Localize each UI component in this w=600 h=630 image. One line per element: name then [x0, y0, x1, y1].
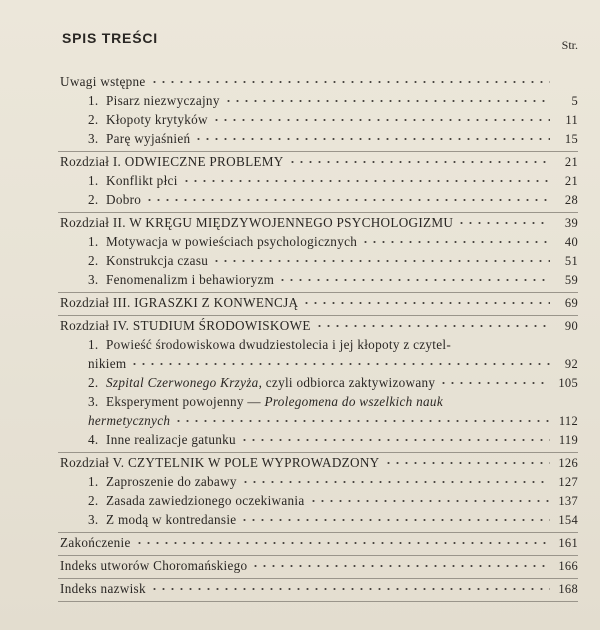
toc-entry [58, 293, 578, 312]
page-number: 161 [558, 536, 578, 550]
dot-leader [361, 240, 550, 244]
dot-leader [309, 499, 550, 503]
toc-entry [58, 556, 578, 575]
toc-entry [58, 453, 578, 472]
page-number: 40 [564, 235, 578, 249]
page-number: 39 [564, 216, 578, 230]
toc-entry-continuation [58, 411, 578, 430]
dot-leader [182, 179, 550, 183]
entry-title: Motywacja w powieściach psychologicznych [106, 234, 358, 249]
toc-entry [58, 270, 578, 289]
page-number: 51 [564, 254, 578, 268]
entry-title-prefix: Eksperyment powojenny — [106, 394, 265, 409]
page-number: 168 [558, 582, 578, 596]
section-uwagi [58, 72, 578, 148]
dot-leader [384, 461, 551, 465]
entry-title-continued: nikiem [88, 356, 127, 371]
toc-entry [58, 392, 578, 411]
page-number: 21 [564, 174, 578, 188]
dot-leader [302, 301, 550, 305]
dot-leader [288, 160, 550, 164]
page-number: 59 [564, 273, 578, 287]
entry-number: 2. [88, 112, 99, 127]
entry-number: 2. [88, 493, 99, 508]
dot-leader [194, 137, 550, 141]
entry-title-italic: hermetycznych [88, 413, 171, 428]
dot-leader [150, 587, 550, 591]
dot-leader [457, 221, 550, 225]
page-number: 5 [571, 94, 578, 108]
page-number: 28 [564, 193, 578, 207]
toc-title: SPIS TREŚCI [62, 30, 158, 46]
dot-leader [145, 198, 550, 202]
section-rozdzial-5 [58, 453, 578, 529]
entry-number: 3. [88, 131, 99, 146]
entry-title: Dobro [106, 192, 142, 207]
entry-number: 1. [88, 93, 99, 108]
page-column-label: Str. [561, 38, 578, 52]
chapter-title: Rozdział IV. STUDIUM ŚRODOWISKOWE [60, 318, 311, 333]
toc-entry [58, 533, 578, 552]
entry-number: 1. [88, 173, 99, 188]
page-number: 126 [558, 456, 578, 470]
entry-number: 1. [88, 234, 99, 249]
dot-leader [251, 564, 550, 568]
toc-entry [58, 190, 578, 209]
toc-entry [58, 316, 578, 335]
chapter-title: Rozdział V. CZYTELNIK W POLE WYPROWADZONY [60, 455, 380, 470]
dot-leader [224, 99, 550, 103]
section-divider [58, 601, 578, 602]
page-number: 90 [564, 319, 578, 333]
toc-entry [58, 110, 578, 129]
toc-entry [58, 472, 578, 491]
entry-title: Zasada zawiedzionego oczekiwania [106, 493, 305, 508]
chapter-title: Rozdział I. ODWIECZNE PROBLEMY [60, 154, 284, 169]
toc-entry [58, 430, 578, 449]
section-rozdzial-4 [58, 316, 578, 449]
toc-entry [58, 91, 578, 110]
dot-leader [130, 362, 550, 366]
toc-entry [58, 251, 578, 270]
toc-header [58, 30, 578, 72]
toc-entry [58, 491, 578, 510]
entry-number: 2. [88, 375, 99, 390]
page-number: 119 [558, 433, 578, 447]
chapter-title: Rozdział II. W KRĘGU MIĘDZYWOJENNEGO PSYCHOLOGIZMU [60, 215, 454, 230]
entry-title-rest: , czyli odbiorca zaktywizowany [258, 375, 436, 390]
page-number: 11 [565, 113, 578, 127]
section-zakonczenie [58, 533, 578, 552]
entry-title [106, 392, 443, 411]
entry-title-italic: Szpital Czerwonego Krzyża [106, 375, 259, 390]
entry-number: 4. [88, 432, 99, 447]
entry-number: 1. [88, 474, 99, 489]
dot-leader [212, 118, 550, 122]
entry-title: Kłopoty krytyków [106, 112, 208, 127]
dot-leader [150, 80, 550, 84]
entry-title: Konflikt płci [106, 173, 178, 188]
toc-entry [58, 213, 578, 232]
page-number: 166 [558, 559, 578, 573]
entry-title: Powieść środowiskowa dwudziestolecia i jej kłopoty z czytel- [106, 337, 452, 352]
page-number: 15 [564, 132, 578, 146]
toc-entry [58, 510, 578, 529]
entry-title: Konstrukcja czasu [106, 253, 209, 268]
entry-number: 2. [88, 192, 99, 207]
dot-leader [135, 541, 550, 545]
chapter-title: Indeks nazwisk [60, 581, 146, 596]
page-number: 92 [564, 357, 578, 371]
dot-leader [240, 518, 550, 522]
entry-title [106, 373, 435, 392]
toc-entry-continuation [58, 354, 578, 373]
section-indeks-utworow [58, 556, 578, 575]
dot-leader [174, 419, 550, 423]
entry-number: 2. [88, 253, 99, 268]
entry-number: 3. [88, 512, 99, 527]
toc-entry [58, 373, 578, 392]
dot-leader [315, 324, 550, 328]
entry-title: Z modą w kontredansie [106, 512, 237, 527]
page-number: 154 [558, 513, 578, 527]
toc-entry [58, 171, 578, 190]
chapter-title: Uwagi wstępne [60, 74, 146, 89]
toc-entry [58, 129, 578, 148]
entry-title: Fenomenalizm i behawioryzm [106, 272, 275, 287]
entry-title: Inne realizacje gatunku [106, 432, 236, 447]
entry-title-continued [88, 411, 170, 430]
page-number: 69 [564, 296, 578, 310]
toc-entry [58, 579, 578, 598]
section-rozdzial-1 [58, 152, 578, 209]
toc-entry [58, 232, 578, 251]
section-rozdzial-3 [58, 293, 578, 312]
entry-title: Parę wyjaśnień [106, 131, 191, 146]
toc-entry [58, 152, 578, 171]
entry-number: 3. [88, 272, 99, 287]
entry-number: 1. [88, 337, 99, 352]
entry-number: 3. [88, 394, 99, 409]
entry-title: Zaproszenie do zabawy [106, 474, 237, 489]
entry-title-italic: Prolegomena do wszelkich nauk [264, 394, 443, 409]
page-number: 21 [564, 155, 578, 169]
chapter-title: Indeks utworów Choromańskiego [60, 558, 248, 573]
chapter-title: Zakończenie [60, 535, 131, 550]
chapter-title: Rozdział III. IGRASZKI Z KONWENCJĄ [60, 295, 299, 310]
dot-leader [278, 278, 550, 282]
dot-leader [241, 480, 550, 484]
dot-leader [439, 381, 550, 385]
section-indeks-nazwisk [58, 579, 578, 598]
section-rozdzial-2 [58, 213, 578, 289]
page-number: 112 [558, 414, 578, 428]
page-number: 105 [558, 376, 578, 390]
page-number: 137 [558, 494, 578, 508]
toc-entry [58, 72, 578, 91]
page-number: 127 [558, 475, 578, 489]
toc-entry [58, 335, 578, 354]
entry-title: Pisarz niezwyczajny [106, 93, 220, 108]
dot-leader [212, 259, 550, 263]
dot-leader [240, 438, 550, 442]
